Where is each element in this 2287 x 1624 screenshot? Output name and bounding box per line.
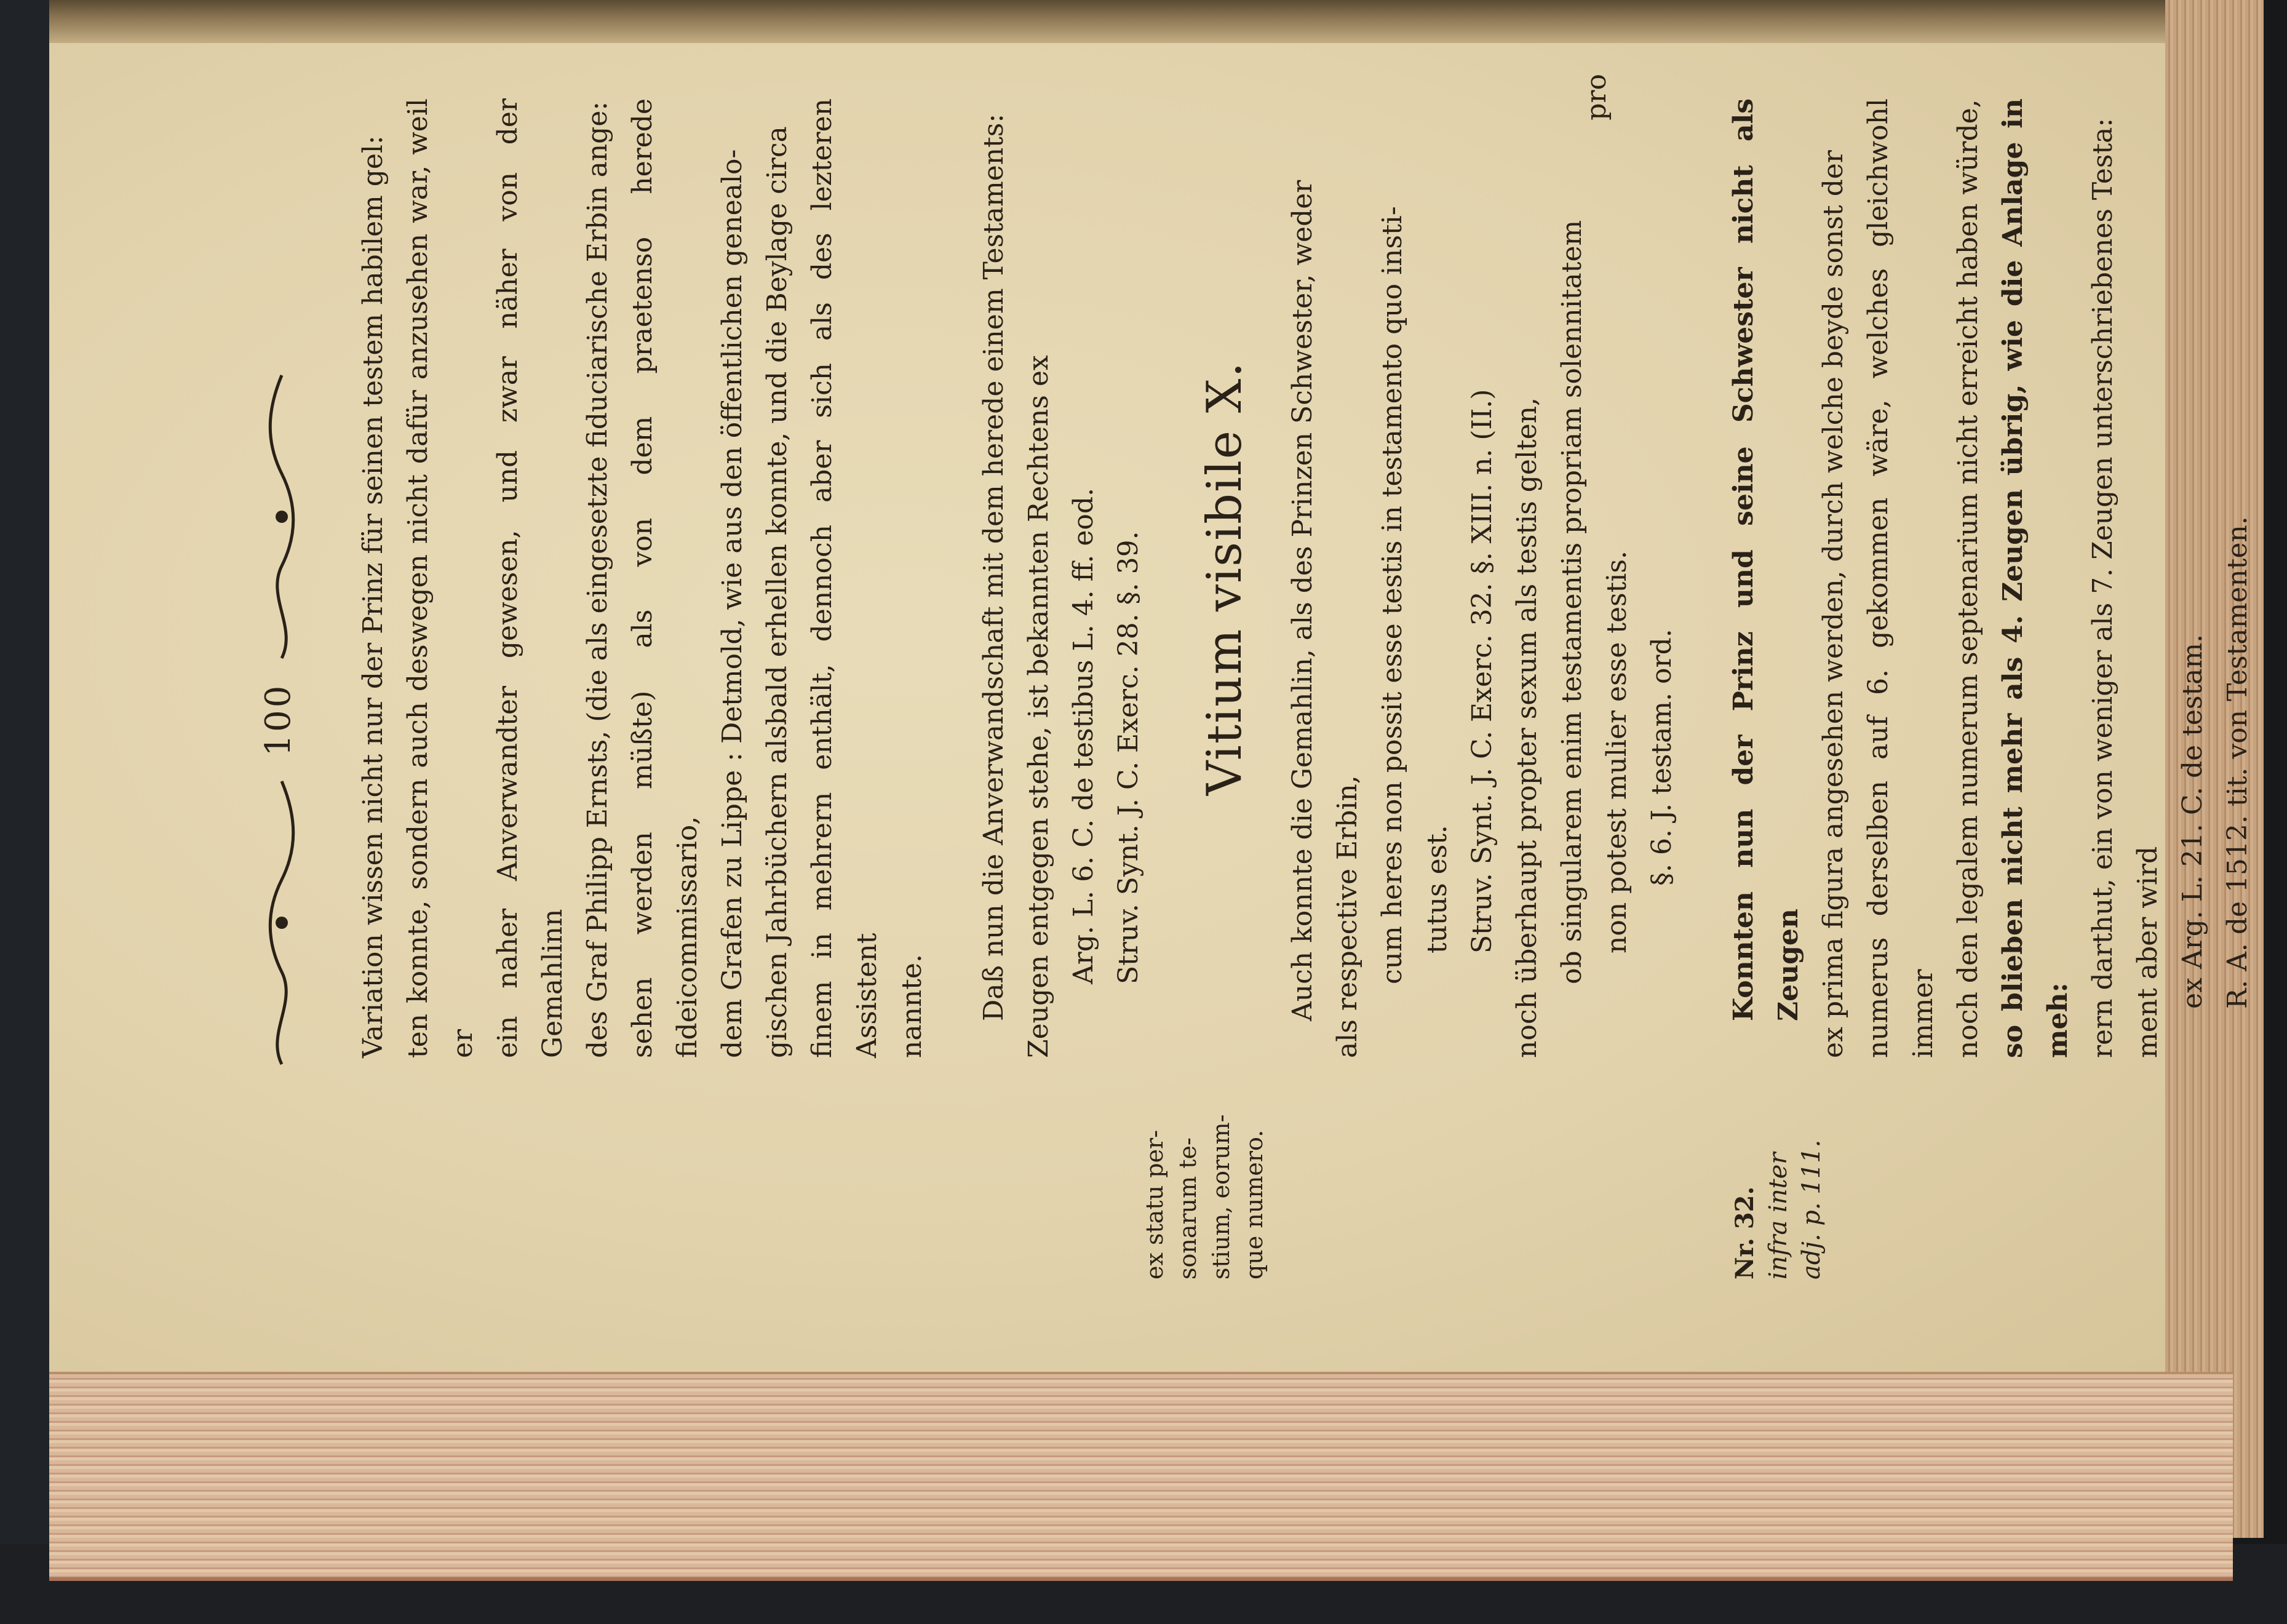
- text-line: ex prima figura angesehen werden, durch welche beyde sonst der: [1818, 150, 1849, 1058]
- margin-note: [1138, 1070, 1271, 1280]
- citation: Arg. L. 6. C. de testibus L. 4. ff. eod.: [1068, 488, 1099, 984]
- margin-note-line: Nr. 32.: [1730, 1186, 1759, 1280]
- citation: ex Arg. L. 21. C. de testam.: [2177, 634, 2208, 1009]
- margin-note-line: stium, eorum-: [1207, 1114, 1235, 1280]
- latin-quote: tutus est.: [1422, 825, 1453, 953]
- margin-note-line: adj. p. 111.: [1797, 1139, 1826, 1280]
- text-line: numerus derselben auf 6. gekommen wäre, welches gleichwohl immer: [1863, 98, 1939, 1058]
- text-line: so blieben nicht mehr als 4. Zeugen übrig, wie die Anlage in meh:: [1997, 98, 2074, 1058]
- paragraph: [1721, 98, 2170, 1058]
- latin-quote: ob singularem enim testamentis propriam solennitatem: [1556, 220, 1588, 984]
- margin-note-line: ex statu per-: [1141, 1129, 1168, 1280]
- paragraph: [1280, 98, 1370, 1058]
- text-line: Variation wissen nicht nur der Prinz für seinen testem habilem gel:: [357, 135, 389, 1058]
- latin-quote: non potest mulier esse testis.: [1601, 551, 1633, 953]
- margin-note-line: que numero.: [1241, 1129, 1268, 1280]
- text-line: ein naher Anverwandter gewesen, und zwar näher von der Gemahlinn: [492, 98, 568, 1058]
- page-number: 100: [258, 683, 298, 757]
- book-gutter: [49, 0, 2171, 43]
- text-line: ten konnte, sondern auch deswegen nicht dafür anzusehen war, weil er: [402, 98, 479, 1058]
- paragraph: [351, 98, 934, 1058]
- citation: Struv. Synt. J. C. Exerc. 32. §. XIII. n. (II.): [1466, 389, 1498, 953]
- text-line: Konnten nun der Prinz und seine Schwester nicht als Zeugen: [1728, 98, 1804, 1021]
- text-line: Auch konnte die Gemahlin, als des Prinzen Schwester, weder: [1287, 180, 1318, 1021]
- ornament-left-icon: [263, 775, 300, 1070]
- text-line: als respective Erbin,: [1332, 775, 1363, 1058]
- margin-note-line: sonarum te-: [1174, 1137, 1201, 1280]
- section-heading: Vitium visibile X.: [1197, 360, 1252, 796]
- citation: Struv. Synt. J. C. Exerc. 28. §. 39.: [1113, 531, 1144, 984]
- margin-note-line: infra inter: [1764, 1152, 1792, 1280]
- page-edge-stack: [49, 1372, 2233, 1581]
- latin-quote: cum heres non possit esse testis in testamento quo insti-: [1377, 206, 1408, 984]
- paragraph: [971, 98, 1061, 1058]
- text-line: sehen werden müßte) als von dem praetenso herede fideicommissario,: [627, 98, 703, 1058]
- text-line: Daß nun die Anverwandschaft mit dem herede einem Testaments:: [978, 113, 1009, 1021]
- text-line: finem in mehrern enthält, dennoch aber sich als des lezteren Assistent: [806, 98, 883, 1058]
- citation: §. 6. J. testam. ord.: [1646, 629, 1677, 886]
- text-line: des Graf Philipp Ernsts, (die als eingesetzte fiduciarische Erbin ange:: [582, 101, 613, 1058]
- page-header: [252, 148, 326, 1280]
- text-line: Zeugen entgegen stehe, ist bekannten Rechtens ex: [1023, 355, 1054, 1058]
- margin-note: [1728, 1070, 1828, 1280]
- ornament-right-icon: [263, 369, 300, 664]
- citation: R. A. de 1512. tit. von Testamenten.: [2222, 516, 2253, 1009]
- main-text: [351, 74, 2260, 1058]
- text-line: ment aber wird: [2132, 846, 2163, 1058]
- text-line: rern darthut, ein von weniger als 7. Zeugen unterschriebenes Testa:: [2087, 117, 2118, 1058]
- page-text-block: [252, 74, 2253, 1280]
- text-line: noch überhaupt propter sexum als testis gelten,: [1511, 397, 1543, 1058]
- backdrop: [0, 0, 55, 1624]
- text-line: noch den legalem numerum septenarium nicht erreicht haben würde,: [1952, 99, 1984, 1058]
- text-line: dem Grafen zu Lippe : Detmold, wie aus den öffentlichen genealo-: [717, 149, 748, 1058]
- text-line: gischen Jahrbüchern alsbald erhellen konnte, und die Beylage circa: [762, 126, 793, 1058]
- text-line: nannte.: [896, 954, 928, 1058]
- catchword: pro: [1581, 74, 1612, 121]
